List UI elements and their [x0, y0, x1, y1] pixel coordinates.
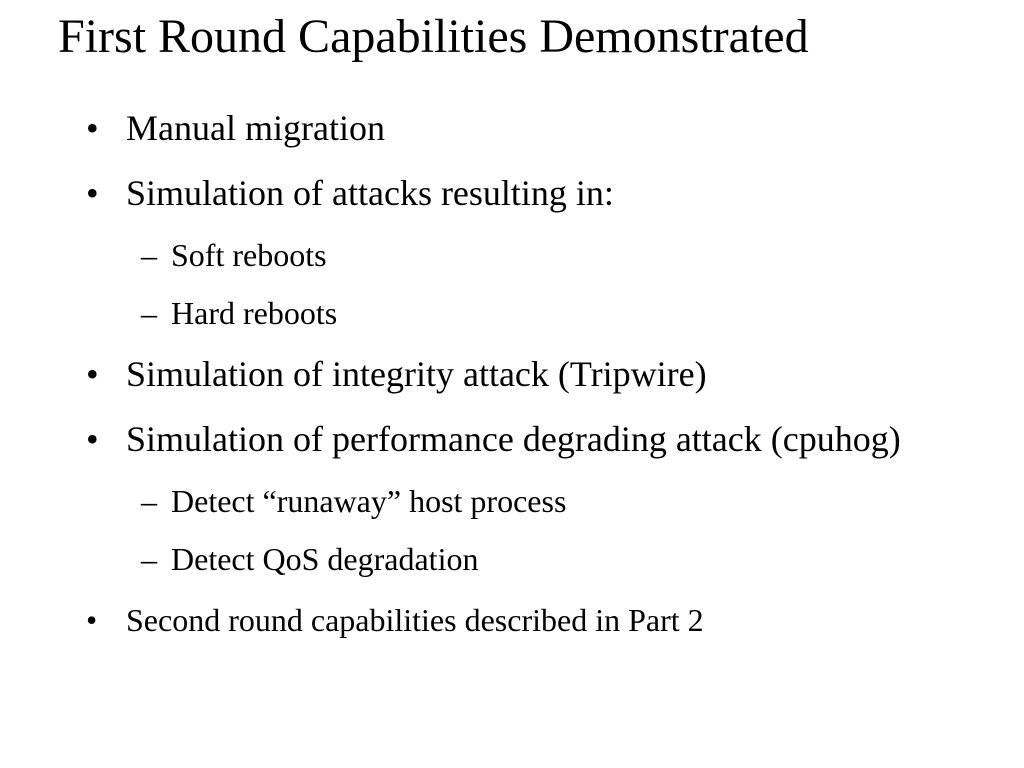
bullet-marker: •: [86, 419, 99, 459]
sub-bullet-runaway-process: [0, 480, 1024, 522]
bullet-marker: •: [86, 354, 99, 394]
sub-bullet-soft-reboots: [0, 234, 1024, 276]
bullet-text: Manual migration: [126, 108, 385, 148]
bullet-text: Second round capabilities described in Part 2: [126, 602, 704, 638]
bullet-marker: •: [86, 173, 99, 213]
dash-marker: –: [141, 295, 157, 331]
bullet-text: Simulation of performance degrading attack (cpuhog): [126, 419, 901, 459]
dash-marker: –: [141, 237, 157, 273]
sub-bullet-text: Soft reboots: [171, 237, 327, 273]
sub-bullet-hard-reboots: [0, 292, 1024, 334]
bullet-text: Simulation of integrity attack (Tripwire): [126, 354, 707, 394]
dash-marker: –: [141, 483, 157, 519]
sub-bullet-qos-degradation: [0, 538, 1024, 580]
bullet-marker: •: [86, 602, 98, 638]
bullet-marker: •: [86, 108, 99, 148]
bullet-item-performance-attack: [0, 415, 1024, 463]
bullet-item-integrity-attack: [0, 350, 1024, 398]
dash-marker: –: [141, 541, 157, 577]
bullet-item-second-round: [0, 596, 1024, 644]
bullet-item-manual-migration: [0, 104, 1024, 152]
bullet-item-simulation-of-attacks: [0, 169, 1024, 217]
slide-title: First Round Capabilities Demonstrated: [58, 10, 809, 63]
sub-bullet-text: Detect “runaway” host process: [171, 483, 567, 519]
bullet-list: [0, 104, 1024, 661]
bullet-text: Simulation of attacks resulting in:: [126, 173, 614, 213]
sub-bullet-text: Hard reboots: [171, 295, 338, 331]
sub-bullet-text: Detect QoS degradation: [171, 541, 479, 577]
